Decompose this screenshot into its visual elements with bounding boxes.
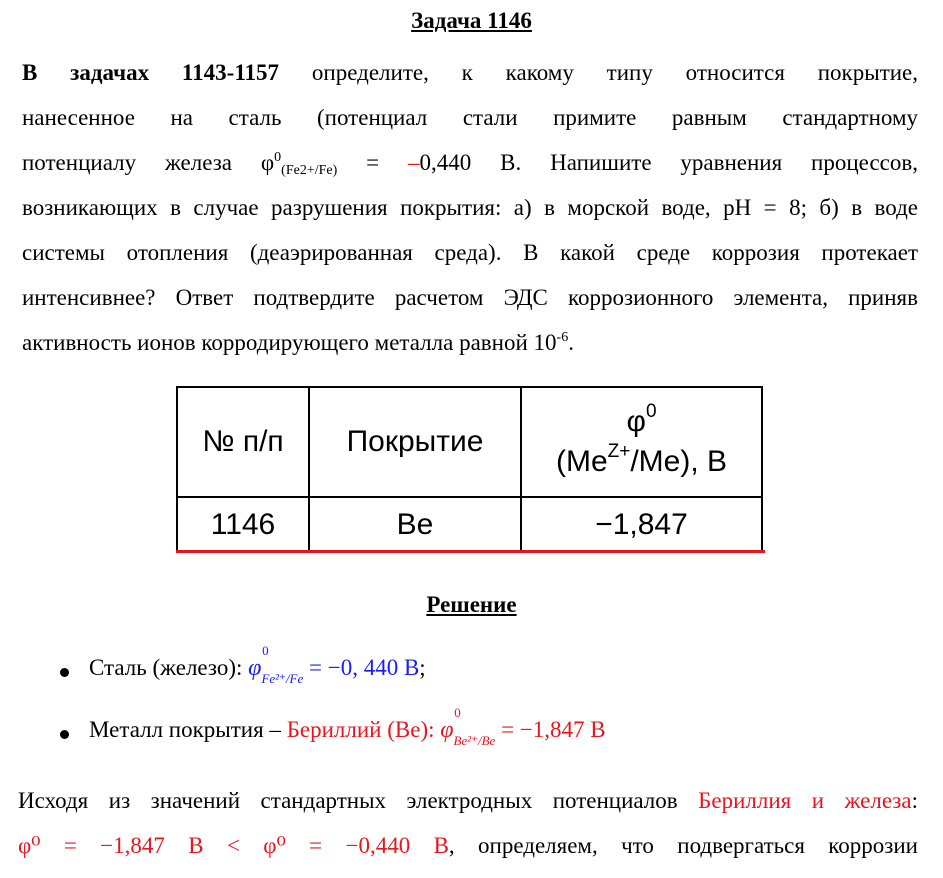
statement-line-7: активность ионов корродирующего металла равной $10^{-6}$.: [22, 330, 574, 355]
conclusion-line-2: φ⁰ = −1,847 В < φ⁰ = −0,440 В, определяем, что подвергаться коррозии: [18, 833, 918, 858]
beryllium-potential-formula: φ 0 $_{Be^{2+}/Be}$: [440, 705, 496, 748]
statement-line-2: нанесенное на сталь (потенциал стали примите равным стандартному: [22, 105, 918, 130]
coating-table: [176, 386, 763, 553]
document-page: Задача 1146 В задачах 1143-1157 определите, к какому типу относится покрытие, нанесенное на сталь (потенциал стали примите равным стандартному потенциалу железа $\varphi^0_{(Fe2+/Fe)} = -0,440$ В. Напишите уравнения процессов, возникающих в случае разрушения покрытия: а) в морской воде, pH = 8; б) в воде системы отопления (деаэрированная среда). В какой среде коррозия протекает интенсивнее? Ответ подтвердите расчетом ЭДС коррозионного элемента, приняв активность ионов корродирующего металла равной $10^{-6}$. № п/п Покрытие $\varphi^0$ $(Me^{Z+}/Me)$, В 1146 Be −1,847 Решение Сталь (железо): φ 0 $_{Fe^{2+}/Fe}$ = −0, 440 В; Металл покрытия – Бериллий (Be): φ 0 $_{Be^{2+}/Be}$ = −1,847 В Исходя из значений стандартных электродных потенциалов Бериллия и железа: φ⁰ = −1,847 В < φ⁰ = −0,440 В, определяем, что подвергаться коррозии: [0, 0, 943, 862]
table-row: [177, 497, 762, 552]
table-header-row: [177, 387, 762, 497]
steel-potential-formula: φ 0 $_{Fe^{2+}/Fe}$: [248, 643, 304, 686]
cell-number: 1146: [177, 497, 309, 552]
bullet-dot-icon: [60, 730, 69, 739]
cell-coating: Be: [309, 497, 521, 552]
bullet-dot-icon: [60, 668, 69, 677]
conclusion-line-1: Исходя из значений стандартных электродных потенциалов Бериллия и железа:: [18, 788, 918, 813]
header-coating: Покрытие: [309, 387, 521, 497]
conclusion-paragraph: [18, 788, 918, 878]
statement-lead: В задачах 1143-1157: [22, 60, 280, 85]
table-bottom-red-line: [176, 550, 765, 553]
problem-title: Задача 1146: [411, 8, 532, 33]
cell-potential: −1,847: [521, 497, 762, 552]
statement-line-5: системы отопления (деаэрированная среда). В какой среде коррозия протекает: [22, 240, 918, 265]
header-number: № п/п: [177, 387, 309, 497]
header-potential: $\varphi^0$ $(Me^{Z+}/Me)$, В: [521, 387, 762, 497]
statement-line-1: В задачах 1143-1157 определите, к какому типу относится покрытие,: [22, 60, 919, 85]
statement-line-4: возникающих в случае разрушения покрытия: а) в морской воде, pH = 8; б) в воде: [22, 195, 918, 220]
problem-statement: [22, 50, 918, 365]
solution-title: Решение: [426, 592, 517, 617]
statement-line-6: интенсивнее? Ответ подтвердите расчетом ЭДС коррозионного элемента, приняв: [22, 285, 918, 310]
coating-table-image: [176, 386, 765, 552]
statement-line-3: потенциалу железа $\varphi^0_{(Fe2+/Fe)} = -0,440$ В. Напишите уравнения процессов,: [22, 150, 918, 178]
